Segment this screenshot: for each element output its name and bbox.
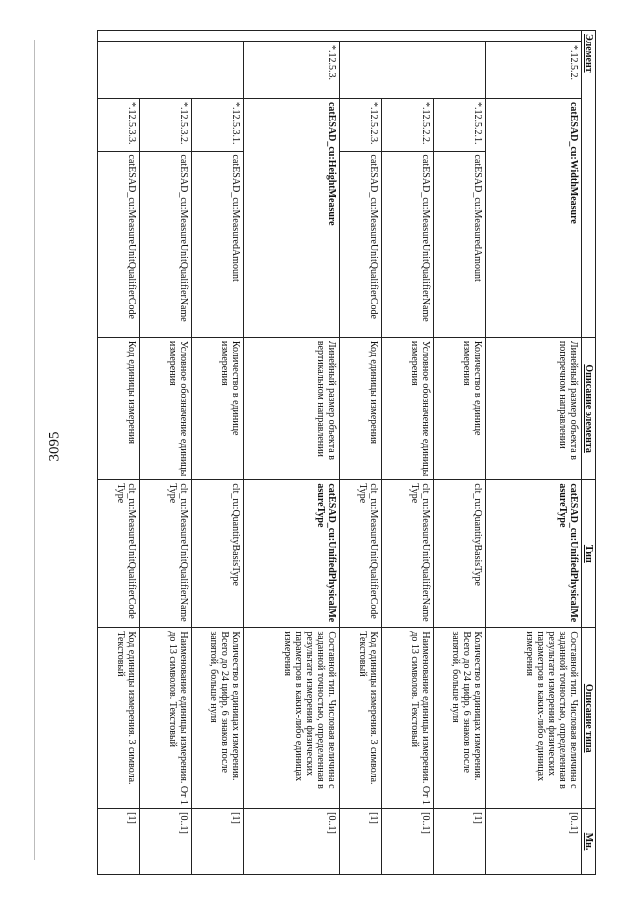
table-row <box>340 31 382 875</box>
table-row <box>244 31 340 875</box>
header-type-description: Описание типа <box>582 628 596 809</box>
row-number: *.12.5.2.3. <box>340 98 382 151</box>
table-row <box>434 31 486 875</box>
table-row <box>382 31 434 875</box>
row-mn: [1] <box>340 809 382 875</box>
row-number: *.12.5.2. <box>486 41 582 98</box>
row-mn: [0..1] <box>244 809 340 875</box>
row-description: Количество в единице измерения <box>192 337 244 479</box>
row-name: catESAD_cu:MeasuredAmount <box>434 151 486 337</box>
row-type: clt_ru:MeasureUnitQualifierNameType <box>382 480 434 628</box>
row-mn: [0..1] <box>382 809 434 875</box>
header-description: Описание элемента <box>582 337 596 479</box>
row-type-description: Наименование единицы измерения. От 1 до 13 символов. Текстовый <box>382 628 434 809</box>
header-element: Элемент <box>582 31 596 338</box>
row-number: *.12.5.3.2. <box>140 98 192 151</box>
element-table <box>97 30 596 875</box>
table-row <box>98 31 140 875</box>
table-row <box>192 31 244 875</box>
row-type: clt_ru:MeasureUnitQualifierCodeType <box>340 480 382 628</box>
header-type: Тип <box>582 480 596 628</box>
row-description: Линейный размер объекта в поперечном направлении <box>486 337 582 479</box>
row-type-description: Код единицы измерения. 3 символа. Текстовый <box>98 628 140 809</box>
row-number: *.12.5.2.2. <box>382 98 434 151</box>
table-row <box>140 31 192 875</box>
row-name: catESAD_cu:MeasuredAmount <box>192 151 244 337</box>
row-mn: [0..1] <box>486 809 582 875</box>
row-description: Количество в единице измерения <box>434 337 486 479</box>
row-mn: [0..1] <box>140 809 192 875</box>
row-mn: [1] <box>98 809 140 875</box>
row-description: Условное обозначение единицы измерения <box>140 337 192 479</box>
row-description: Линейный размер объекта в вертикальном направлении <box>244 337 340 479</box>
row-description: Условное обозначение единицы измерения <box>382 337 434 479</box>
table-header-row <box>582 31 596 875</box>
row-description: Код единицы измерения <box>340 337 382 479</box>
row-type-description: Наименование единицы измерения. От 1 до 13 символов. Текстовый <box>140 628 192 809</box>
row-number: *.12.5.3.1. <box>192 98 244 151</box>
row-number: *.12.5.2.1. <box>434 98 486 151</box>
row-type-description: Количество в единицах измерения. Всего до 24 цифр, 6 знаков после запятой, больше нуля <box>434 628 486 809</box>
row-name: catESAD_cu:MeasureUnitQualifierCode <box>98 151 140 337</box>
row-type-description: Составной тип. Числовая величина с заданной точностью, определенная в результате измерения физических параметров в каких-либо единицах измерения <box>244 628 340 809</box>
row-type: clt_ru:MeasureUnitQualifierCodeType <box>98 480 140 628</box>
row-name: catESAD_cu:HeightMeasure <box>244 98 340 337</box>
page-number: 3095 <box>46 431 63 462</box>
scan-edge-line <box>34 40 35 860</box>
row-name: catESAD_cu:MeasureUnitQualifierName <box>140 151 192 337</box>
row-number: *.12.5.3. <box>244 41 340 98</box>
header-mn: Мн. <box>582 809 596 875</box>
row-name: catESAD_cu:WidthMeasure <box>486 98 582 337</box>
row-type: clt_ru:QuantityBasisType <box>192 480 244 628</box>
row-mn: [1] <box>192 809 244 875</box>
row-type-description: Количество в единицах измерения. Всего до 24 цифр, 6 знаков после запятой, больше нуля <box>192 628 244 809</box>
row-mn: [1] <box>434 809 486 875</box>
table-row <box>486 31 582 875</box>
row-type: clt_ru:MeasureUnitQualifierNameType <box>140 480 192 628</box>
rotated-table-wrapper <box>97 30 596 875</box>
row-type-description: Составной тип. Числовая величина с заданной точностью, определенная в результате измерения физических параметров в каких-либо единицах измерения <box>486 628 582 809</box>
row-type-description: Код единицы измерения. 3 символа. Текстовый <box>340 628 382 809</box>
row-description: Код единицы измерения <box>98 337 140 479</box>
row-number: *.12.5.3.3. <box>98 98 140 151</box>
row-name: catESAD_cu:MeasureUnitQualifierCode <box>340 151 382 337</box>
row-type: catESAD_cu:UnifiedPhysicalMeasureType <box>486 480 582 628</box>
row-type: clt_ru:QuantityBasisType <box>434 480 486 628</box>
row-name: catESAD_cu:MeasureUnitQualifierName <box>382 151 434 337</box>
row-type: catESAD_cu:UnifiedPhysicalMeasureType <box>244 480 340 628</box>
